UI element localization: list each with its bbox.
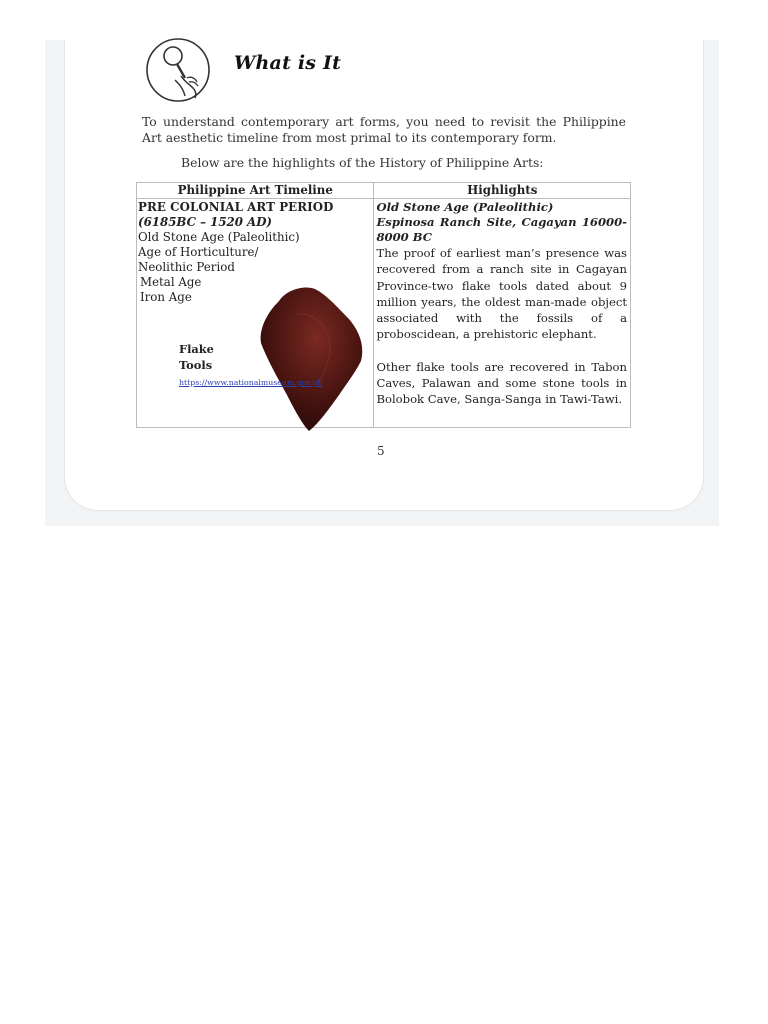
table-row [137,199,631,428]
period-item: Metal Age [140,275,202,289]
caption-flake: Flake [179,342,214,356]
sub-intro: Below are the highlights of the History of Philippine Arts: [181,155,544,170]
section-heading: What is It [234,52,342,74]
period-item: Age of Horticulture/ [138,245,259,259]
highlight-paragraph: The proof of earliest man’s presence was recovered from a ranch site in Cagayan Province-two flake tools dated about 9 million years, the oldest man-made object associated with the fossils of a proboscidean, a prehistoric elephant. [376,246,627,342]
caption-tools: Tools [179,358,213,372]
period-range: (6185BC – 1520 AD) [138,215,273,229]
highlight-title: Old Stone Age (Paleolithic) [376,200,554,214]
source-link[interactable]: https://www.nationalmuseum.gov.ph [179,378,323,387]
highlight-paragraph: Other flake tools are recovered in Tabon Caves, Palawan and some stone tools in Bolobok Cave, Sanga-Sanga in Tawi-Tawi. [376,359,627,407]
intro-paragraph: To understand contemporary art forms, you need to revisit the Philippine Art aesthetic timeline from most primal to its contemporary form. [142,114,626,145]
page-number: 5 [377,444,385,458]
timeline-cell [137,199,374,428]
flake-tool-image [257,285,365,433]
image-caption [179,341,323,389]
period-title: PRE COLONIAL ART PERIOD [138,200,334,214]
highlight-site: Espinosa Ranch Site, Cagayan 16000-8000 BC [376,215,627,244]
highlights-cell [374,199,631,428]
magnifying-glass-hand-icon [141,38,217,106]
art-timeline-table [136,182,631,428]
period-item: Neolithic Period [138,260,235,274]
period-item: Iron Age [140,290,192,304]
column-header: Highlights [374,183,631,199]
table-header-row [137,183,631,199]
period-item: Old Stone Age (Paleolithic) [138,230,300,244]
column-header: Philippine Art Timeline [137,183,374,199]
